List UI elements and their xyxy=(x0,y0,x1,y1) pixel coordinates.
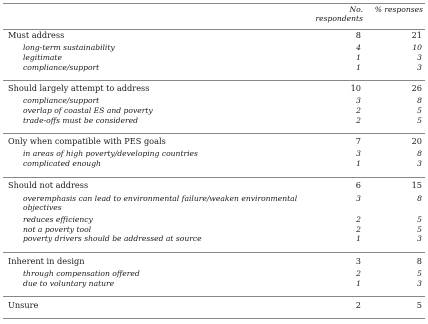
table-row: Only when compatible with PES goals 7 20 xyxy=(8,136,422,146)
table-row: legitimate 1 3 xyxy=(23,53,422,62)
table-row: Should not address 6 15 xyxy=(8,180,422,190)
table-row: overlap of coastal ES and poverty 2 5 xyxy=(23,106,422,115)
table-row: compliance/support 3 8 xyxy=(23,96,422,105)
section-rule xyxy=(3,133,425,134)
section-rule xyxy=(3,177,425,178)
section-rule xyxy=(3,252,425,253)
table-row: complicated enough 1 3 xyxy=(23,159,422,168)
table-row: through compensation offered 2 5 xyxy=(23,269,422,278)
top-rule xyxy=(3,3,425,4)
table-row: poverty drivers should be addressed at source 1 3 xyxy=(23,234,422,243)
table-row: overemphasis can lead to environmental failure/weaken environmental objectives 3 8 xyxy=(23,194,422,212)
table-row: reduces efficiency 2 5 xyxy=(23,215,422,224)
section-rule xyxy=(3,296,425,297)
table-row: Should largely attempt to address 10 26 xyxy=(8,83,422,93)
table-row: Unsure 2 5 xyxy=(8,300,422,310)
table-row: not a poverty tool 2 5 xyxy=(23,225,422,234)
table-row: Must address 8 21 xyxy=(8,30,422,40)
table-row: due to voluntary nature 1 3 xyxy=(23,279,422,288)
table-row: Inherent in design 3 8 xyxy=(8,256,422,266)
col-header-responses: % responses xyxy=(374,5,423,14)
table-row: in areas of high poverty/developing countries 3 8 xyxy=(23,149,422,158)
table-row: compliance/support 1 3 xyxy=(23,63,422,72)
section-rule xyxy=(3,80,425,81)
table-row: long-term sustainability 4 10 xyxy=(23,43,422,52)
table-row: trade-offs must be considered 2 5 xyxy=(23,116,422,125)
bottom-rule xyxy=(3,318,425,319)
col-header-respondents: No. respondents xyxy=(315,5,363,23)
